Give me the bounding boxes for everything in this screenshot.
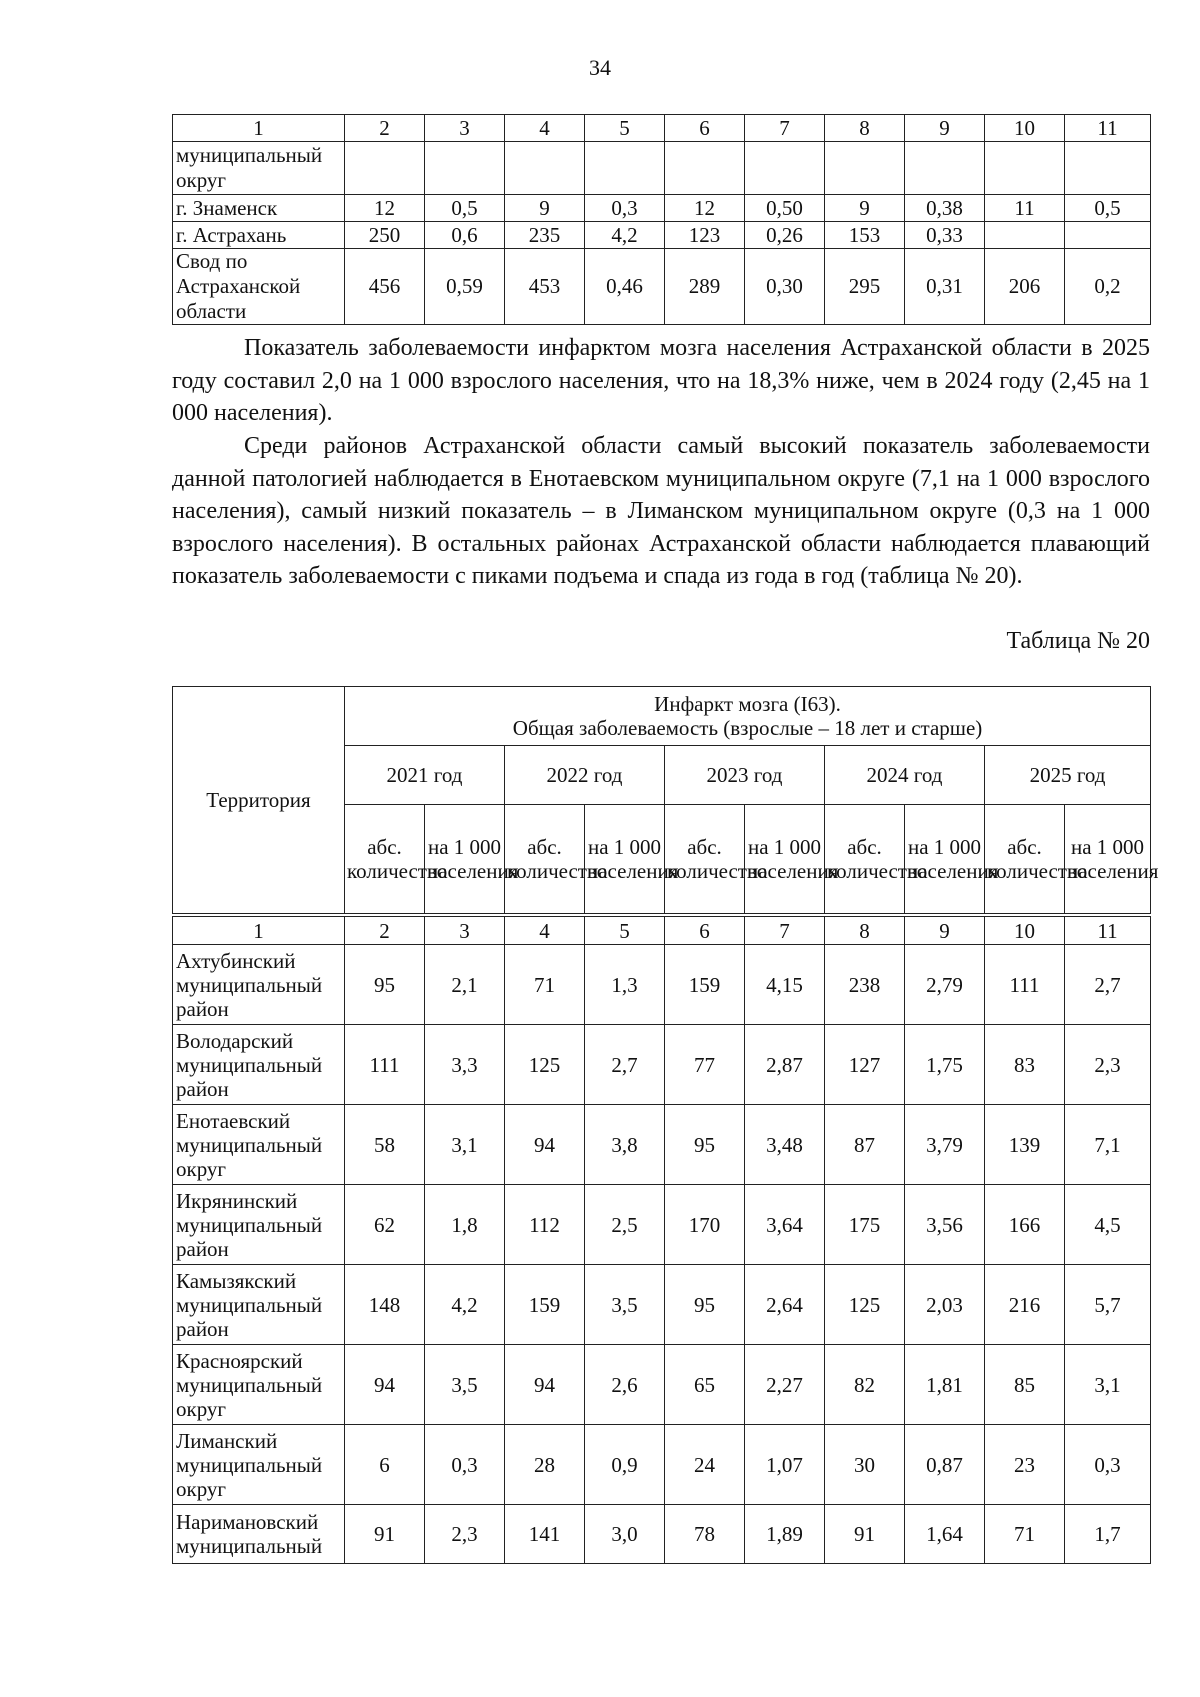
territory-name: Лиманский муниципальный округ [173,1425,345,1505]
table-cell: 85 [985,1345,1065,1425]
table-cell: 2,7 [585,1025,665,1105]
table-cell: 0,50 [745,195,825,222]
table-cell: 250 [345,222,425,249]
table-cell: 71 [505,945,585,1025]
table-cell: 3,3 [425,1025,505,1105]
column-number: 11 [1065,915,1151,945]
table-cell: 5,7 [1065,1265,1151,1345]
year-header: 2021 год [345,746,505,805]
rate-per-1000-header: на 1 000 населения [745,805,825,916]
territory-name: г. Знаменск [173,195,345,222]
table-cell: 91 [345,1505,425,1564]
column-number: 4 [505,915,585,945]
table-cell: 11 [985,195,1065,222]
table-cell: 3,8 [585,1105,665,1185]
table-cell: 78 [665,1505,745,1564]
stroke-incidence-table [172,686,1159,1564]
table-cell: 125 [505,1025,585,1105]
table-row [173,1185,1151,1265]
column-number: 7 [745,115,825,142]
rate-per-1000-header: на 1 000 населения [425,805,505,916]
table-cell: 3,48 [745,1105,825,1185]
table-cell: 235 [505,222,585,249]
year-header: 2023 год [665,746,825,805]
page-number: 34 [589,55,611,80]
table-cell: 0,6 [425,222,505,249]
table-cell: 58 [345,1105,425,1185]
rate-per-1000-header: на 1 000 населения [585,805,665,916]
year-header: 2024 год [825,746,985,805]
table-cell: 4,2 [425,1265,505,1345]
rate-per-1000-header: на 1 000 населения [1065,805,1151,916]
territory-name: Володарский муниципальный район [173,1025,345,1105]
rate-per-1000-header: на 1 000 населения [905,805,985,916]
table-cell: 111 [985,945,1065,1025]
table-cell: 77 [665,1025,745,1105]
table-cell: 3,5 [585,1265,665,1345]
table-row [173,1265,1151,1345]
table-cell: 0,5 [425,195,505,222]
table-cell: 153 [825,222,905,249]
table-caption: Таблица № 20 [1006,628,1150,654]
table-cell [905,142,985,195]
table-cell: 2,5 [585,1185,665,1265]
table-cell: 2,27 [745,1345,825,1425]
table-cell: 111 [345,1025,425,1105]
table-cell: 95 [345,945,425,1025]
table-cell: 2,87 [745,1025,825,1105]
column-number: 9 [905,915,985,945]
table-cell: 2,7 [1065,945,1151,1025]
abs-count-header: абс. количество [665,805,745,916]
column-number: 2 [345,915,425,945]
table-cell: 9 [505,195,585,222]
table-cell: 4,5 [1065,1185,1151,1265]
table-cell: 3,1 [425,1105,505,1185]
column-number: 5 [585,115,665,142]
table-cell: 125 [825,1265,905,1345]
table-cell: 3,0 [585,1505,665,1564]
table-cell: 9 [825,195,905,222]
table-cell: 175 [825,1185,905,1265]
territory-name: Икрянинский муниципальный район [173,1185,345,1265]
territory-name: Енотаевский муниципальный округ [173,1105,345,1185]
paragraph-incidence [172,332,1150,430]
table-cell: 238 [825,945,905,1025]
table-cell: 289 [665,249,745,325]
abs-count-header: абс. количество [505,805,585,916]
table-cell: 23 [985,1425,1065,1505]
table-title-row [173,687,1151,746]
table-cell [985,142,1065,195]
table-cell: 3,64 [745,1185,825,1265]
territory-name: Красноярский муниципальный округ [173,1345,345,1425]
table-cell: 2,03 [905,1265,985,1345]
territory-name: Наримановский муниципальный [173,1505,345,1564]
table-title [345,687,1151,746]
column-number: 6 [665,915,745,945]
table-cell: 456 [345,249,425,325]
table-cell: 0,3 [425,1425,505,1505]
year-header: 2025 год [985,746,1151,805]
table-cell: 1,64 [905,1505,985,1564]
table-row [173,222,1151,249]
table-cell: 0,31 [905,249,985,325]
table-cell: 0,59 [425,249,505,325]
table-cell: 28 [505,1425,585,1505]
column-number: 2 [345,115,425,142]
table-cell: 127 [825,1025,905,1105]
table-cell: 3,79 [905,1105,985,1185]
column-number: 8 [825,115,905,142]
territory-name: Камызякский муниципальный район [173,1265,345,1345]
table-cell: 453 [505,249,585,325]
table-cell: 1,81 [905,1345,985,1425]
table-cell: 95 [665,1105,745,1185]
continued-table [172,114,1151,325]
table-cell [425,142,505,195]
table-cell: 12 [345,195,425,222]
table-row-total [173,249,1151,325]
table-cell: 1,07 [745,1425,825,1505]
table-cell: 1,3 [585,945,665,1025]
table-cell: 206 [985,249,1065,325]
paragraph-districts [172,430,1150,593]
column-number: 3 [425,115,505,142]
column-number: 11 [1065,115,1151,142]
table-row [173,195,1151,222]
table-cell: 62 [345,1185,425,1265]
table-cell [345,142,425,195]
column-number: 10 [985,115,1065,142]
table-cell: 24 [665,1425,745,1505]
table-cell: 1,7 [1065,1505,1151,1564]
table-cell [1065,142,1151,195]
column-number: 1 [173,915,345,945]
table-cell: 6 [345,1425,425,1505]
table-cell [585,142,665,195]
table-cell: 1,75 [905,1025,985,1105]
abs-count-header: абс. количество [825,805,905,916]
table-cell: 71 [985,1505,1065,1564]
table-cell: 4,15 [745,945,825,1025]
column-number: 3 [425,915,505,945]
table-row [173,1345,1151,1425]
table-cell: 139 [985,1105,1065,1185]
table-cell: 65 [665,1345,745,1425]
table-cell: 12 [665,195,745,222]
table-cell: 0,5 [1065,195,1151,222]
table-row [173,142,1151,195]
table-cell: 0,87 [905,1425,985,1505]
table-cell: 3,1 [1065,1345,1151,1425]
table-cell: 0,26 [745,222,825,249]
table-cell: 4,2 [585,222,665,249]
column-number: 1 [173,115,345,142]
table-cell: 0,3 [585,195,665,222]
table-cell: 30 [825,1425,905,1505]
table-cell [1065,222,1151,249]
table-cell: 2,1 [425,945,505,1025]
table-cell: 3,5 [425,1345,505,1425]
table-cell: 94 [505,1105,585,1185]
table-cell [745,142,825,195]
column-number: 5 [585,915,665,945]
column-number-row [173,915,1151,945]
paragraph: Среди районов Астраханской области самый высокий показатель заболеваемости данной патологией наблюдается в Енотаевском муниципальном округе (7,1 на 1 000 взрослого населения), самый низкий показатель – в Лиманском муниципальном округе (0,3 на 1 000 взрослого населения). В остальных районах Астраханской области наблюдается плавающий показатель заболеваемости с пиками подъема и спада из года в год (таблица № 20). [172,433,1150,589]
table-row [173,1425,1151,1505]
table-cell: 0,33 [905,222,985,249]
table-cell: 216 [985,1265,1065,1345]
abs-count-header: абс. количество [985,805,1065,916]
table-cell: 0,2 [1065,249,1151,325]
table-cell: 0,3 [1065,1425,1151,1505]
column-number: 8 [825,915,905,945]
column-number: 6 [665,115,745,142]
table-row [173,1505,1151,1564]
paragraph: Показатель заболеваемости инфарктом мозга населения Астраханской области в 2025 году составил 2,0 на 1 000 взрослого населения, что на 18,3% ниже, чем в 2024 году (2,45 на 1 000 населения). [172,335,1150,426]
table-cell: 2,3 [1065,1025,1151,1105]
table-cell [825,142,905,195]
table-cell: 82 [825,1345,905,1425]
territory-name: Ахтубинский муниципальный район [173,945,345,1025]
territory-name: г. Астрахань [173,222,345,249]
table-cell: 2,3 [425,1505,505,1564]
table-cell: 159 [665,945,745,1025]
column-number: 10 [985,915,1065,945]
table-cell: 148 [345,1265,425,1345]
year-header: 2022 год [505,746,665,805]
table-row [173,945,1151,1025]
table-cell: 83 [985,1025,1065,1105]
table-cell: 0,9 [585,1425,665,1505]
table-cell: 2,64 [745,1265,825,1345]
table-cell: 94 [505,1345,585,1425]
table-cell: 123 [665,222,745,249]
territory-name: муниципальный округ [173,142,345,195]
abs-count-header: абс. количество [345,805,425,916]
table-row [173,1105,1151,1185]
table-cell: 112 [505,1185,585,1265]
table-cell: 0,30 [745,249,825,325]
column-number: 9 [905,115,985,142]
table-cell: 0,46 [585,249,665,325]
table-cell: 7,1 [1065,1105,1151,1185]
table-cell: 87 [825,1105,905,1185]
table-cell [505,142,585,195]
table-cell: 91 [825,1505,905,1564]
table-cell: 94 [345,1345,425,1425]
table-cell: 3,56 [905,1185,985,1265]
table-row [173,1025,1151,1105]
table-cell: 141 [505,1505,585,1564]
table-subtitle-line: Общая заболеваемость (взрослые – 18 лет и старше) [512,716,983,740]
column-number: 7 [745,915,825,945]
column-number: 4 [505,115,585,142]
table-cell [665,142,745,195]
territory-header: Территория [173,687,345,916]
table-cell: 95 [665,1265,745,1345]
column-number-row [173,115,1151,142]
table-cell: 0,38 [905,195,985,222]
table-title-line: Инфаркт мозга (I63). [654,692,841,716]
table-cell: 166 [985,1185,1065,1265]
table-cell: 170 [665,1185,745,1265]
territory-name: Свод по Астраханской области [173,249,345,325]
table-cell: 2,6 [585,1345,665,1425]
table-cell: 1,89 [745,1505,825,1564]
table-cell: 295 [825,249,905,325]
table-cell [985,222,1065,249]
table-cell: 2,79 [905,945,985,1025]
table-cell: 159 [505,1265,585,1345]
table-cell: 1,8 [425,1185,505,1265]
